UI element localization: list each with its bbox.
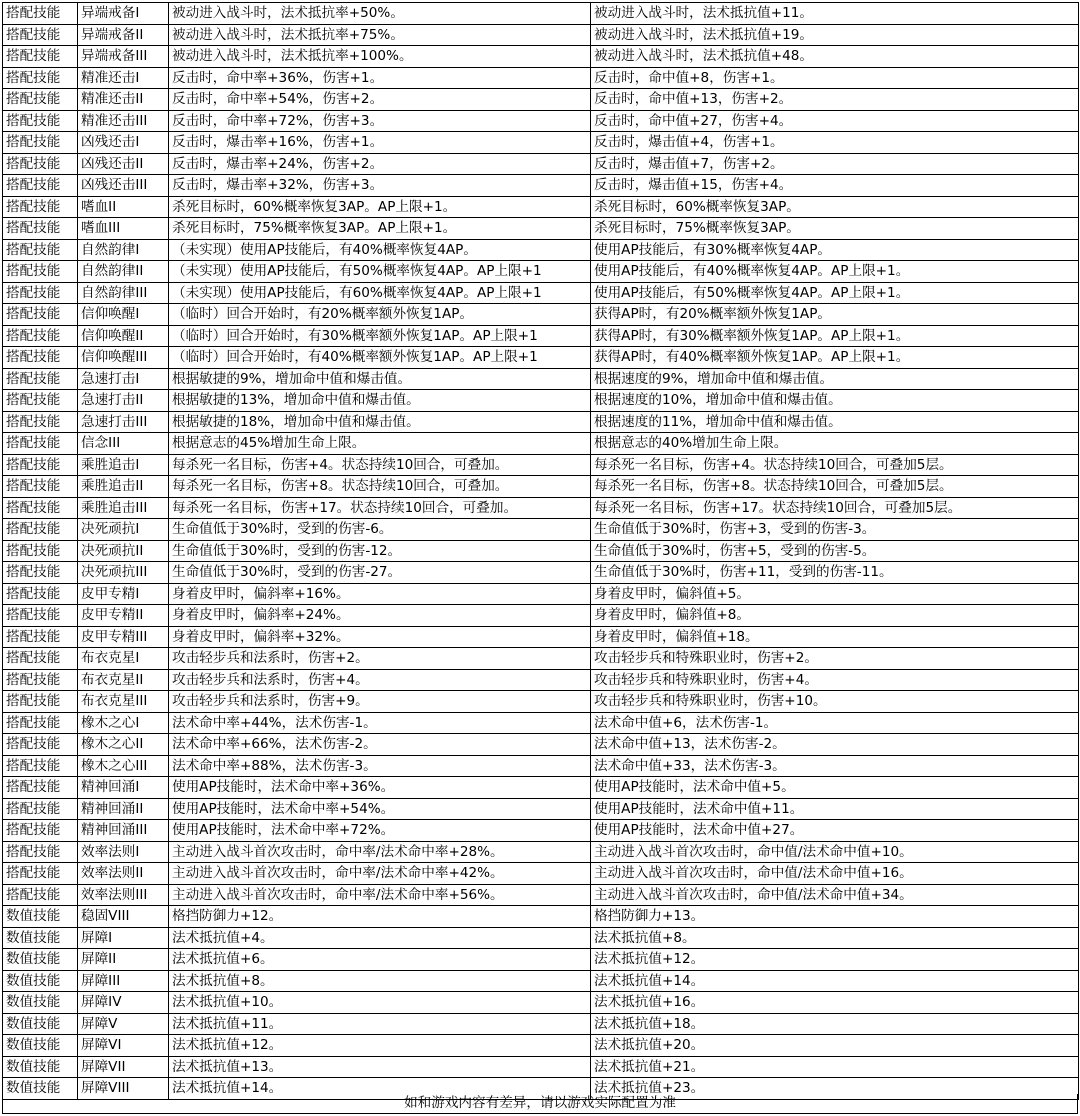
updated-effect-cell: 身着皮甲时，偏斜值+18。 <box>591 626 1079 648</box>
table-row <box>3 863 1079 885</box>
updated-effect-cell: 法术抵抗值+12。 <box>591 949 1079 971</box>
skill-name-cell: 急速打击I <box>78 368 169 390</box>
effect-description-cell: 杀死目标时，60%概率恢复3AP。AP上限+1。 <box>169 196 591 218</box>
table-row <box>3 304 1079 326</box>
table-row <box>3 368 1079 390</box>
skill-name-cell: 精准还击II <box>78 89 169 111</box>
updated-effect-cell: 身着皮甲时，偏斜值+8。 <box>591 605 1079 627</box>
effect-description-cell: （临时）回合开始时，有20%概率额外恢复1AP。 <box>169 304 591 326</box>
updated-effect-cell: 主动进入战斗首次攻击时，命中值/法术命中值+16。 <box>591 863 1079 885</box>
skill-name-cell: 信仰唤醒II <box>78 325 169 347</box>
updated-effect-cell: 攻击轻步兵和特殊职业时，伤害+4。 <box>591 669 1079 691</box>
skill-name-cell: 屏障VII <box>78 1056 169 1078</box>
table-row <box>3 691 1079 713</box>
table-row <box>3 519 1079 541</box>
skill-name-cell: 效率法则II <box>78 863 169 885</box>
skill-name-cell: 凶残还击III <box>78 175 169 197</box>
skill-category-cell: 搭配技能 <box>3 863 78 885</box>
updated-effect-cell: 使用AP技能后，有50%概率恢复4AP。AP上限+1。 <box>591 282 1079 304</box>
updated-effect-cell: 每杀死一名目标，伤害+4。状态持续10回合，可叠加5层。 <box>591 454 1079 476</box>
skill-name-cell: 皮甲专精III <box>78 626 169 648</box>
updated-effect-cell: 生命值低于30%时，伤害+5，受到的伤害-5。 <box>591 540 1079 562</box>
table-row <box>3 497 1079 519</box>
skill-category-cell: 搭配技能 <box>3 218 78 240</box>
skill-category-cell: 搭配技能 <box>3 3 78 25</box>
effect-description-cell: 反击时，爆击率+32%，伤害+3。 <box>169 175 591 197</box>
updated-effect-cell: 主动进入战斗首次攻击时，命中值/法术命中值+10。 <box>591 841 1079 863</box>
skill-category-cell: 搭配技能 <box>3 67 78 89</box>
table-row <box>3 347 1079 369</box>
skill-name-cell: 自然韵律I <box>78 239 169 261</box>
effect-description-cell: 法术抵抗值+8。 <box>169 970 591 992</box>
skill-category-cell: 搭配技能 <box>3 132 78 154</box>
table-row <box>3 239 1079 261</box>
skill-name-cell: 精准还击III <box>78 110 169 132</box>
table-row <box>3 1056 1079 1078</box>
updated-effect-cell: 法术命中值+13，法术伤害-2。 <box>591 734 1079 756</box>
skill-category-cell: 搭配技能 <box>3 239 78 261</box>
table-row <box>3 992 1079 1014</box>
table-row <box>3 540 1079 562</box>
skill-table <box>2 2 1079 1100</box>
table-row <box>3 1013 1079 1035</box>
table-row <box>3 67 1079 89</box>
skill-category-cell: 数值技能 <box>3 906 78 928</box>
updated-effect-cell: 反击时，命中值+13，伤害+2。 <box>591 89 1079 111</box>
effect-description-cell: （未实现）使用AP技能后，有40%概率恢复4AP。 <box>169 239 591 261</box>
effect-description-cell: 主动进入战斗首次攻击时，命中率/法术命中率+42%。 <box>169 863 591 885</box>
skill-category-cell: 搭配技能 <box>3 153 78 175</box>
effect-description-cell: 攻击轻步兵和法系时，伤害+9。 <box>169 691 591 713</box>
effect-description-cell: （未实现）使用AP技能后，有50%概率恢复4AP。AP上限+1 <box>169 261 591 283</box>
skill-name-cell: 布衣克星III <box>78 691 169 713</box>
effect-description-cell: 法术命中率+66%，法术伤害-2。 <box>169 734 591 756</box>
skill-name-cell: 精神回涌II <box>78 798 169 820</box>
effect-description-cell: （未实现）使用AP技能后，有60%概率恢复4AP。AP上限+1 <box>169 282 591 304</box>
skill-name-cell: 效率法则I <box>78 841 169 863</box>
skill-name-cell: 皮甲专精II <box>78 605 169 627</box>
effect-description-cell: 使用AP技能时，法术命中率+54%。 <box>169 798 591 820</box>
skill-name-cell: 信念III <box>78 433 169 455</box>
table-row <box>3 24 1079 46</box>
skill-category-cell: 搭配技能 <box>3 368 78 390</box>
skill-category-cell: 数值技能 <box>3 927 78 949</box>
table-row <box>3 132 1079 154</box>
skill-name-cell: 乘胜追击II <box>78 476 169 498</box>
skill-name-cell: 嗜血II <box>78 196 169 218</box>
effect-description-cell: 被动进入战斗时，法术抵抗率+75%。 <box>169 24 591 46</box>
updated-effect-cell: 被动进入战斗时，法术抵抗值+19。 <box>591 24 1079 46</box>
effect-description-cell: 杀死目标时，75%概率恢复3AP。AP上限+1。 <box>169 218 591 240</box>
table-row <box>3 583 1079 605</box>
skill-category-cell: 搭配技能 <box>3 648 78 670</box>
effect-description-cell: 主动进入战斗首次攻击时，命中率/法术命中率+56%。 <box>169 884 591 906</box>
skill-name-cell: 精神回涌I <box>78 777 169 799</box>
effect-description-cell: 反击时，命中率+72%，伤害+3。 <box>169 110 591 132</box>
skill-category-cell: 数值技能 <box>3 1056 78 1078</box>
effect-description-cell: 根据敏捷的9%，增加命中值和爆击值。 <box>169 368 591 390</box>
effect-description-cell: 生命值低于30%时，受到的伤害-12。 <box>169 540 591 562</box>
skill-name-cell: 精准还击I <box>78 67 169 89</box>
skill-name-cell: 急速打击II <box>78 390 169 412</box>
table-row <box>3 562 1079 584</box>
skill-name-cell: 屏障II <box>78 949 169 971</box>
table-row <box>3 605 1079 627</box>
skill-name-cell: 嗜血III <box>78 218 169 240</box>
skill-category-cell: 搭配技能 <box>3 476 78 498</box>
skill-category-cell: 搭配技能 <box>3 626 78 648</box>
skill-category-cell: 搭配技能 <box>3 347 78 369</box>
effect-description-cell: 身着皮甲时，偏斜率+32%。 <box>169 626 591 648</box>
skill-category-cell: 搭配技能 <box>3 196 78 218</box>
skill-category-cell: 数值技能 <box>3 949 78 971</box>
table-row <box>3 175 1079 197</box>
skill-name-cell: 屏障IV <box>78 992 169 1014</box>
skill-category-cell: 搭配技能 <box>3 583 78 605</box>
skill-category-cell: 搭配技能 <box>3 798 78 820</box>
updated-effect-cell: 被动进入战斗时，法术抵抗值+48。 <box>591 46 1079 68</box>
table-row <box>3 433 1079 455</box>
effect-description-cell: 法术抵抗值+12。 <box>169 1035 591 1057</box>
skill-name-cell: 异端戒备III <box>78 46 169 68</box>
updated-effect-cell: 法术抵抗值+14。 <box>591 970 1079 992</box>
skill-name-cell: 屏障III <box>78 970 169 992</box>
skill-category-cell: 数值技能 <box>3 992 78 1014</box>
table-row <box>3 734 1079 756</box>
skill-name-cell: 凶残还击II <box>78 153 169 175</box>
table-row <box>3 196 1079 218</box>
updated-effect-cell: 使用AP技能后，有30%概率恢复4AP。 <box>591 239 1079 261</box>
skill-table-body <box>3 3 1079 1100</box>
skill-name-cell: 急速打击III <box>78 411 169 433</box>
skill-category-cell: 搭配技能 <box>3 540 78 562</box>
skill-name-cell: 效率法则III <box>78 884 169 906</box>
skill-name-cell: 皮甲专精I <box>78 583 169 605</box>
table-row <box>3 476 1079 498</box>
skill-category-cell: 搭配技能 <box>3 605 78 627</box>
skill-name-cell: 信仰唤醒I <box>78 304 169 326</box>
effect-description-cell: 根据敏捷的18%，增加命中值和爆击值。 <box>169 411 591 433</box>
effect-description-cell: （临时）回合开始时，有30%概率额外恢复1AP。AP上限+1 <box>169 325 591 347</box>
updated-effect-cell: 法术命中值+33，法术伤害-3。 <box>591 755 1079 777</box>
updated-effect-cell: 杀死目标时，75%概率恢复3AP。 <box>591 218 1079 240</box>
effect-description-cell: 被动进入战斗时，法术抵抗率+100%。 <box>169 46 591 68</box>
skill-category-cell: 搭配技能 <box>3 390 78 412</box>
effect-description-cell: 法术命中率+88%，法术伤害-3。 <box>169 755 591 777</box>
skill-name-cell: 橡木之心I <box>78 712 169 734</box>
effect-description-cell: （临时）回合开始时，有40%概率额外恢复1AP。AP上限+1 <box>169 347 591 369</box>
skill-name-cell: 布衣克星I <box>78 648 169 670</box>
effect-description-cell: 被动进入战斗时，法术抵抗率+50%。 <box>169 3 591 25</box>
updated-effect-cell: 法术抵抗值+21。 <box>591 1056 1079 1078</box>
table-row <box>3 648 1079 670</box>
skill-category-cell: 数值技能 <box>3 1035 78 1057</box>
table-row <box>3 3 1079 25</box>
updated-effect-cell: 根据意志的40%增加生命上限。 <box>591 433 1079 455</box>
skill-name-cell: 精神回涌III <box>78 820 169 842</box>
updated-effect-cell: 获得AP时，有30%概率额外恢复1AP。AP上限+1。 <box>591 325 1079 347</box>
skill-name-cell: 橡木之心III <box>78 755 169 777</box>
updated-effect-cell: 获得AP时，有40%概率额外恢复1AP。AP上限+1。 <box>591 347 1079 369</box>
updated-effect-cell: 法术抵抗值+18。 <box>591 1013 1079 1035</box>
skill-name-cell: 屏障VI <box>78 1035 169 1057</box>
effect-description-cell: 根据敏捷的13%，增加命中值和爆击值。 <box>169 390 591 412</box>
table-row <box>3 927 1079 949</box>
disclaimer-note: 如和游戏内容有差异，请以游戏实际配置为准 <box>2 1094 1078 1114</box>
skill-name-cell: 决死顽抗II <box>78 540 169 562</box>
updated-effect-cell: 反击时，爆击值+4，伤害+1。 <box>591 132 1079 154</box>
effect-description-cell: 每杀死一名目标，伤害+8。状态持续10回合，可叠加。 <box>169 476 591 498</box>
table-row <box>3 626 1079 648</box>
skill-category-cell: 搭配技能 <box>3 734 78 756</box>
effect-description-cell: 身着皮甲时，偏斜率+24%。 <box>169 605 591 627</box>
effect-description-cell: 法术抵抗值+11。 <box>169 1013 591 1035</box>
skill-category-cell: 搭配技能 <box>3 282 78 304</box>
updated-effect-cell: 格挡防御力+13。 <box>591 906 1079 928</box>
updated-effect-cell: 反击时，命中值+27，伤害+4。 <box>591 110 1079 132</box>
effect-description-cell: 每杀死一名目标，伤害+4。状态持续10回合，可叠加。 <box>169 454 591 476</box>
effect-description-cell: 攻击轻步兵和法系时，伤害+2。 <box>169 648 591 670</box>
updated-effect-cell: 生命值低于30%时，伤害+11，受到的伤害-11。 <box>591 562 1079 584</box>
table-row <box>3 454 1079 476</box>
skill-category-cell: 搭配技能 <box>3 755 78 777</box>
table-row <box>3 1035 1079 1057</box>
table-row <box>3 906 1079 928</box>
skill-name-cell: 屏障V <box>78 1013 169 1035</box>
updated-effect-cell: 生命值低于30%时，伤害+3，受到的伤害-3。 <box>591 519 1079 541</box>
updated-effect-cell: 杀死目标时，60%概率恢复3AP。 <box>591 196 1079 218</box>
effect-description-cell: 根据意志的45%增加生命上限。 <box>169 433 591 455</box>
skill-name-cell: 橡木之心II <box>78 734 169 756</box>
updated-effect-cell: 法术命中值+6，法术伤害-1。 <box>591 712 1079 734</box>
skill-name-cell: 乘胜追击III <box>78 497 169 519</box>
effect-description-cell: 格挡防御力+12。 <box>169 906 591 928</box>
updated-effect-cell: 根据速度的11%，增加命中值和爆击值。 <box>591 411 1079 433</box>
skill-category-cell: 数值技能 <box>3 970 78 992</box>
skill-category-cell: 搭配技能 <box>3 669 78 691</box>
skill-name-cell: 屏障VIII <box>78 1078 169 1100</box>
table-row <box>3 884 1079 906</box>
updated-effect-cell: 身着皮甲时，偏斜值+5。 <box>591 583 1079 605</box>
skill-category-cell: 搭配技能 <box>3 712 78 734</box>
table-row <box>3 325 1079 347</box>
skill-category-cell: 搭配技能 <box>3 325 78 347</box>
effect-description-cell: 生命值低于30%时，受到的伤害-27。 <box>169 562 591 584</box>
updated-effect-cell: 每杀死一名目标，伤害+17。状态持续10回合，可叠加5层。 <box>591 497 1079 519</box>
table-row <box>3 949 1079 971</box>
skill-name-cell: 乘胜追击I <box>78 454 169 476</box>
skill-category-cell: 搭配技能 <box>3 411 78 433</box>
effect-description-cell: 反击时，命中率+54%，伤害+2。 <box>169 89 591 111</box>
effect-description-cell: 使用AP技能时，法术命中率+36%。 <box>169 777 591 799</box>
skill-category-cell: 搭配技能 <box>3 841 78 863</box>
skill-category-cell: 搭配技能 <box>3 89 78 111</box>
updated-effect-cell: 法术抵抗值+8。 <box>591 927 1079 949</box>
table-row <box>3 218 1079 240</box>
updated-effect-cell: 反击时，爆击值+15，伤害+4。 <box>591 175 1079 197</box>
updated-effect-cell: 攻击轻步兵和特殊职业时，伤害+10。 <box>591 691 1079 713</box>
updated-effect-cell: 反击时，命中值+8，伤害+1。 <box>591 67 1079 89</box>
effect-description-cell: 使用AP技能时，法术命中率+72%。 <box>169 820 591 842</box>
table-row <box>3 970 1079 992</box>
skill-category-cell: 搭配技能 <box>3 777 78 799</box>
skill-category-cell: 数值技能 <box>3 1013 78 1035</box>
skill-name-cell: 屏障I <box>78 927 169 949</box>
table-row <box>3 777 1079 799</box>
skill-category-cell: 搭配技能 <box>3 820 78 842</box>
updated-effect-cell: 每杀死一名目标，伤害+8。状态持续10回合，可叠加5层。 <box>591 476 1079 498</box>
table-row <box>3 46 1079 68</box>
table-row <box>3 110 1079 132</box>
effect-description-cell: 法术抵抗值+10。 <box>169 992 591 1014</box>
skill-category-cell: 搭配技能 <box>3 454 78 476</box>
skill-category-cell: 搭配技能 <box>3 46 78 68</box>
table-row <box>3 755 1079 777</box>
effect-description-cell: 攻击轻步兵和法系时，伤害+4。 <box>169 669 591 691</box>
table-row <box>3 282 1079 304</box>
table-row <box>3 798 1079 820</box>
effect-description-cell: 反击时，爆击率+24%，伤害+2。 <box>169 153 591 175</box>
skill-name-cell: 决死顽抗I <box>78 519 169 541</box>
effect-description-cell: 法术抵抗值+14。 <box>169 1078 591 1100</box>
skill-category-cell: 数值技能 <box>3 1078 78 1100</box>
skill-name-cell: 自然韵律II <box>78 261 169 283</box>
updated-effect-cell: 反击时，爆击值+7，伤害+2。 <box>591 153 1079 175</box>
effect-description-cell: 每杀死一名目标，伤害+17。状态持续10回合，可叠加。 <box>169 497 591 519</box>
table-row <box>3 153 1079 175</box>
skill-category-cell: 搭配技能 <box>3 497 78 519</box>
skill-category-cell: 搭配技能 <box>3 884 78 906</box>
effect-description-cell: 法术抵抗值+6。 <box>169 949 591 971</box>
table-row <box>3 712 1079 734</box>
skill-name-cell: 决死顽抗III <box>78 562 169 584</box>
updated-effect-cell: 根据速度的10%，增加命中值和爆击值。 <box>591 390 1079 412</box>
skill-category-cell: 搭配技能 <box>3 433 78 455</box>
skill-category-cell: 搭配技能 <box>3 304 78 326</box>
table-row <box>3 89 1079 111</box>
skill-category-cell: 搭配技能 <box>3 562 78 584</box>
table-row <box>3 390 1079 412</box>
updated-effect-cell: 法术抵抗值+20。 <box>591 1035 1079 1057</box>
table-row <box>3 411 1079 433</box>
updated-effect-cell: 使用AP技能时，法术命中值+11。 <box>591 798 1079 820</box>
table-row <box>3 820 1079 842</box>
effect-description-cell: 法术抵抗值+4。 <box>169 927 591 949</box>
skill-category-cell: 搭配技能 <box>3 519 78 541</box>
updated-effect-cell: 主动进入战斗首次攻击时，命中值/法术命中值+34。 <box>591 884 1079 906</box>
skill-name-cell: 自然韵律III <box>78 282 169 304</box>
skill-name-cell: 稳固VIII <box>78 906 169 928</box>
updated-effect-cell: 获得AP时，有20%概率额外恢复1AP。 <box>591 304 1079 326</box>
skill-name-cell: 布衣克星II <box>78 669 169 691</box>
effect-description-cell: 法术抵抗值+13。 <box>169 1056 591 1078</box>
skill-category-cell: 搭配技能 <box>3 261 78 283</box>
skill-category-cell: 搭配技能 <box>3 24 78 46</box>
updated-effect-cell: 法术抵抗值+16。 <box>591 992 1079 1014</box>
updated-effect-cell: 被动进入战斗时，法术抵抗值+11。 <box>591 3 1079 25</box>
table-row <box>3 669 1079 691</box>
skill-category-cell: 搭配技能 <box>3 110 78 132</box>
effect-description-cell: 主动进入战斗首次攻击时，命中率/法术命中率+28%。 <box>169 841 591 863</box>
skill-name-cell: 异端戒备II <box>78 24 169 46</box>
skill-name-cell: 异端戒备I <box>78 3 169 25</box>
effect-description-cell: 反击时，命中率+36%，伤害+1。 <box>169 67 591 89</box>
effect-description-cell: 法术命中率+44%，法术伤害-1。 <box>169 712 591 734</box>
updated-effect-cell: 使用AP技能后，有40%概率恢复4AP。AP上限+1。 <box>591 261 1079 283</box>
updated-effect-cell: 使用AP技能时，法术命中值+5。 <box>591 777 1079 799</box>
effect-description-cell: 身着皮甲时，偏斜率+16%。 <box>169 583 591 605</box>
table-row <box>3 261 1079 283</box>
updated-effect-cell: 使用AP技能时，法术命中值+27。 <box>591 820 1079 842</box>
updated-effect-cell: 法术抵抗值+23。 <box>591 1078 1079 1100</box>
table-row <box>3 841 1079 863</box>
skill-category-cell: 搭配技能 <box>3 175 78 197</box>
updated-effect-cell: 攻击轻步兵和特殊职业时，伤害+2。 <box>591 648 1079 670</box>
skill-category-cell: 搭配技能 <box>3 691 78 713</box>
skill-name-cell: 信仰唤醒III <box>78 347 169 369</box>
updated-effect-cell: 根据速度的9%，增加命中值和爆击值。 <box>591 368 1079 390</box>
effect-description-cell: 生命值低于30%时，受到的伤害-6。 <box>169 519 591 541</box>
effect-description-cell: 反击时，爆击率+16%，伤害+1。 <box>169 132 591 154</box>
skill-name-cell: 凶残还击I <box>78 132 169 154</box>
